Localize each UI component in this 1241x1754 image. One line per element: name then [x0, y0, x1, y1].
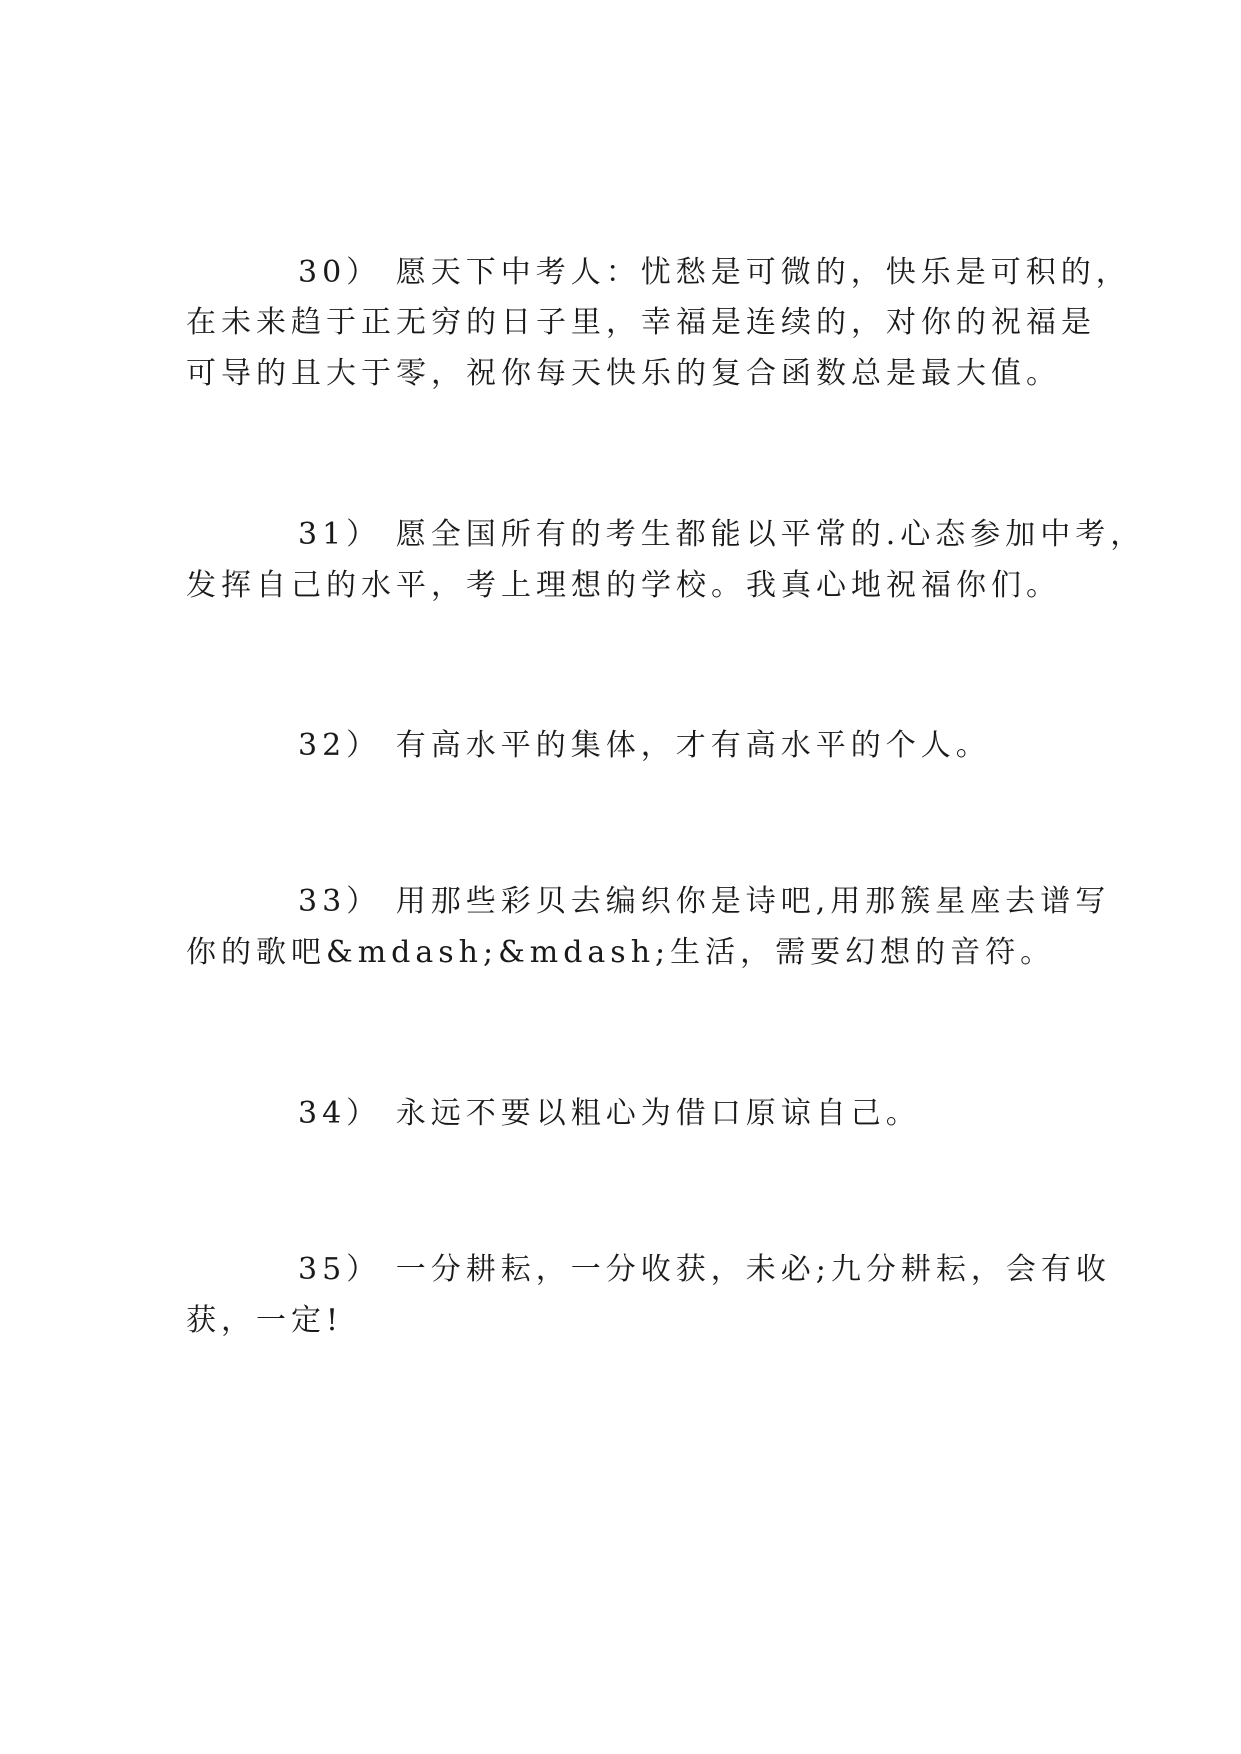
paragraph-line: 32） 有高水平的集体，才有高水平的个人。 [298, 728, 991, 763]
paragraph-line: 33） 用那些彩贝去编织你是诗吧,用那簇星座去谱写 [298, 884, 1111, 919]
paragraph-line: 35） 一分耕耘，一分收获，未必;九分耕耘，会有收 [298, 1252, 1111, 1287]
paragraph-line: 可导的且大于零，祝你每天快乐的复合函数总是最大值。 [186, 356, 1061, 391]
paragraph-line: 34） 永远不要以粗心为借口原谅自己。 [298, 1096, 921, 1131]
paragraph-line: 你的歌吧&mdash;&mdash;生活，需要幻想的音符。 [186, 935, 1056, 970]
paragraph-line: 31） 愿全国所有的考生都能以平常的.心态参加中考， [298, 517, 1146, 552]
paragraph-line: 30） 愿天下中考人：忧愁是可微的，快乐是可积的， [298, 255, 1131, 290]
paragraph-line: 在未来趋于正无穷的日子里，幸福是连续的，对你的祝福是 [186, 305, 1096, 340]
paragraph-line: 获，一定! [186, 1303, 344, 1338]
paragraph-line: 发挥自己的水平，考上理想的学校。我真心地祝福你们。 [186, 568, 1061, 603]
